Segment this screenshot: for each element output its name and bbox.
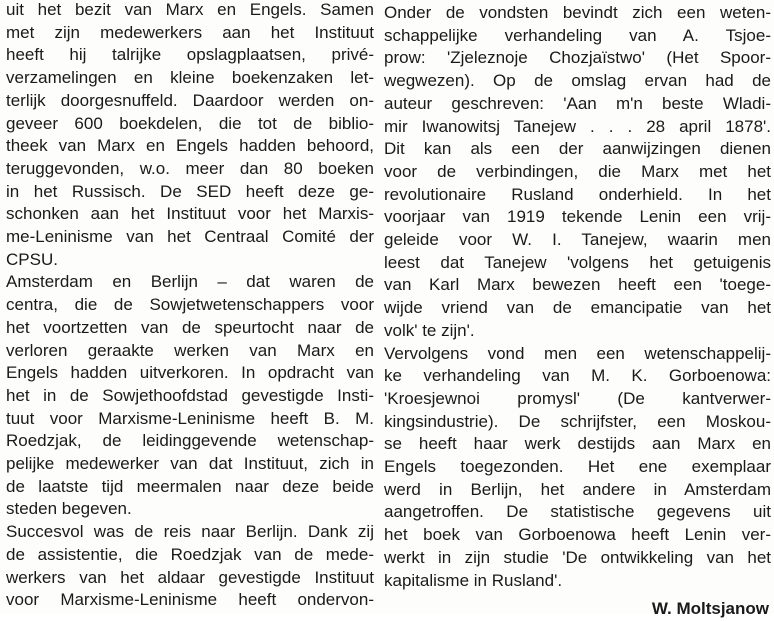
text-line: werkers van het aldaar gevestigde Instituut [6,567,374,587]
text-line: Engels hadden uitverkoren. In opdracht van [6,363,374,383]
text-line: schappelijke verhandeling van A. Tsjoe- [384,25,771,45]
left-column [6,0,374,612]
paragraph-end-line: kapitalisme in Rusland'. [384,570,563,590]
text-line: wegwezen). Op de omslag ervan had de [384,71,771,91]
text-line: Vervolgens vond men een wetenschappelij- [384,343,771,363]
text-line: Succesvol was de reis naar Berlijn. Dank zij [6,522,374,542]
text-line: werkt in zijn studie 'De ontwikkeling van het [384,547,771,567]
paragraph-end-line: CPSU. [6,249,58,269]
text-line: Engels toegezonden. Het ene exemplaar [384,457,771,477]
text-line: uit het bezit van Marx en Engels. Samen [6,0,374,19]
text-line: geveer 600 boekdelen, die tot de biblio- [6,113,374,133]
text-line: aangetroffen. De statistische gegevens uit [384,502,771,522]
text-line: voor de verbindingen, die Marx met het [384,161,771,181]
text-line: het voortzetten van de speurtocht naar de [6,317,374,337]
text-line: de laatste tijd meermalen naar deze beide [6,476,374,496]
text-line: tuut voor Marxisme-Leninisme heeft B. M. [6,408,374,428]
text-line: prow: 'Zjeleznoje Chozjaïstwo' (Het Spoor- [384,48,771,68]
text-line: schonken aan het Instituut voor het Marxis- [6,204,374,224]
paragraph-end-line: steden begeven. [6,499,132,519]
author-signature: W. Moltsjanow [651,599,769,619]
text-line: in het Russisch. De SED heeft deze ge- [6,181,374,201]
text-line: geleide voor W. I. Tanejew, waarin men [384,230,771,250]
right-column [384,2,771,621]
text-line: verloren geraakte werken van Marx en [6,340,374,360]
text-line: Dit kan als een der aanwijzingen dienen [384,139,771,159]
text-line: mir Iwanowitsj Tanejew . . . 28 april 1878'. [384,116,771,136]
text-line: me-Leninisme van het Centraal Comité der [6,227,374,247]
text-line: 'Kroesjewnoi promysl' (De kantverwer- [384,388,771,408]
text-line: revolutionaire Rusland onderhield. In het [384,184,771,204]
text-line: ke verhandeling van M. K. Gorboenowa: [384,366,771,386]
text-line: het boek van Gorboenowa heeft Lenin ver- [384,525,771,545]
text-line: theek van Marx en Engels hadden behoord, [6,136,374,156]
text-line: leest dat Tanejew 'volgens het getuigenis [384,252,771,272]
text-line: het in de Sowjethoofdstad gevestigde Insti- [6,385,374,405]
text-line: heeft hij talrijke opslagplaatsen, privé- [6,45,374,65]
text-line: terlijk doorgesnuffeld. Daardoor werden on- [6,90,374,110]
text-line: voor Marxisme-Leninisme heeft ondervon- [6,590,374,610]
text-line: werd in Berlijn, het andere in Amsterdam [384,479,771,499]
text-line: pelijke medewerker van dat Instituut, zich in [6,454,374,474]
text-line: Amsterdam en Berlijn – dat waren de [6,272,374,292]
text-line: wijde vriend van de emancipatie van het [384,298,771,318]
text-line: auteur geschreven: 'Aan m'n beste Wladi- [384,93,771,113]
text-line: met zijn medewerkers aan het Instituut [6,22,374,42]
text-line: voorjaar van 1919 tekende Lenin een vrij- [384,207,771,227]
text-line: se heeft haar werk destijds aan Marx en [384,434,771,454]
text-line: Roedzjak, de leidinggevende wetenschap- [6,431,374,451]
text-line: van Karl Marx bewezen heeft een 'toege- [384,275,771,295]
text-line: de assistentie, die Roedzjak van de mede- [6,544,374,564]
text-line: Onder de vondsten bevindt zich een weten- [384,3,771,22]
text-line: kingsindustrie). De schrijfster, een Moskou- [384,411,771,431]
text-line: verzamelingen en kleine boekenzaken let- [6,68,374,88]
text-line: teruggevonden, w.o. meer dan 80 boeken [6,158,374,178]
text-line: centra, die de Sowjetwetenschappers voor [6,295,374,315]
paragraph-end-line: volk' te zijn'. [384,320,475,340]
